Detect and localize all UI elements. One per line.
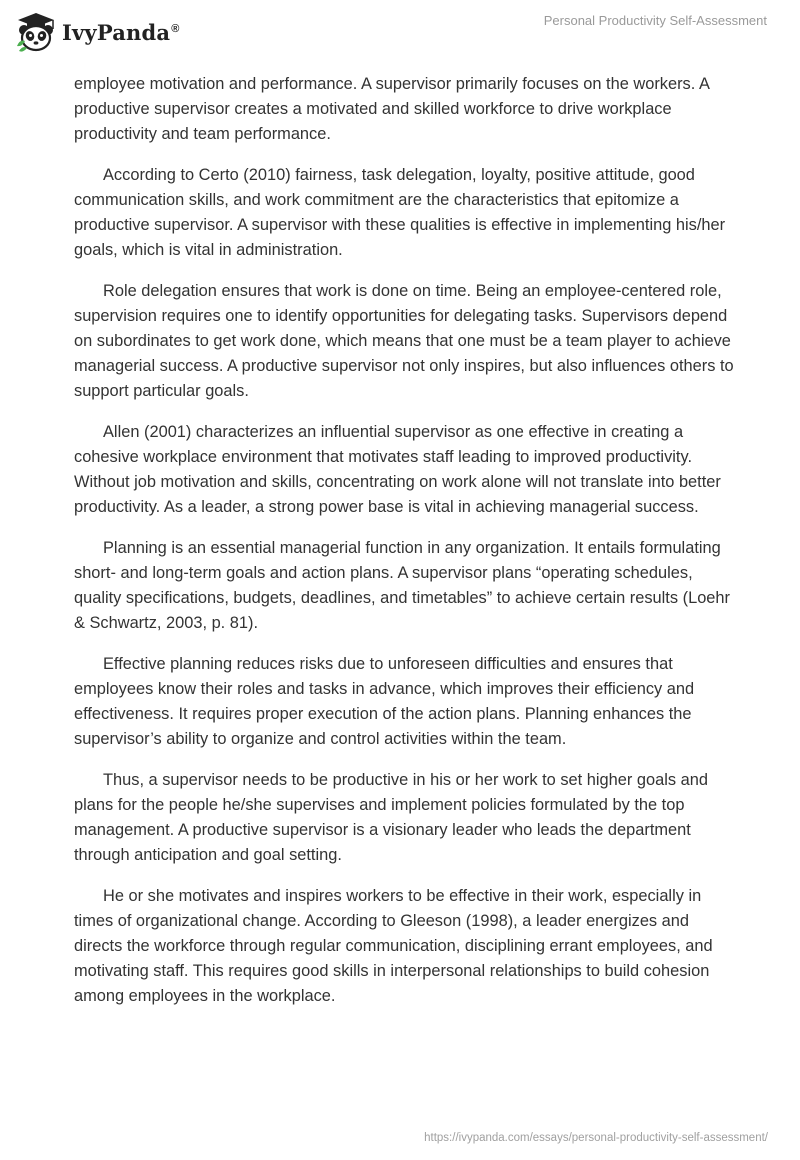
paragraph: Thus, a supervisor needs to be productive in his or her work to set higher goals and plans for the people he/she supervises and implement policies formulated by the top management. A productive supervisor is a visionary leader who leads the department through anticipation and goal setting. [74, 771, 708, 864]
paragraph: Effective planning reduces risks due to unforeseen difficulties and ensures that employees know their roles and tasks in advance, which improves their efficiency and effectiveness. It requires proper execution of the action plans. Planning enhances the supervisor’s ability to organize and control activities within the team. [74, 655, 695, 748]
essay-body [74, 72, 736, 1025]
paragraph: Allen (2001) characterizes an influential supervisor as one effective in creating a cohesive workplace environment that motivates staff leading to improved productivity. Without job motivation and skills, concentrating on work alone will not translate into better productivity. As a leader, a strong power base is vital in achieving managerial success. [74, 423, 721, 516]
brand-logo[interactable] [14, 10, 180, 54]
paragraph: Planning is an essential managerial function in any organization. It entails formulating short- and long-term goals and action plans. A supervisor plans “operating schedules, quality specifications, budgets, deadlines, and timetables” to achieve certain results (Loehr & Schwartz, 2003, p. 81). [74, 539, 730, 632]
document-title: Personal Productivity Self-Assessment [543, 13, 767, 28]
paragraph: employee motivation and performance. A supervisor primarily focuses on the workers. A productive supervisor creates a motivated and skilled workforce to drive workplace productivity and team performance. [74, 75, 709, 143]
page-header [0, 0, 800, 64]
registered-mark: ® [171, 22, 180, 35]
paragraph: According to Certo (2010) fairness, task delegation, loyalty, positive attitude, good communication skills, and work commitment are the characteristics that epitomize a productive supervisor. A supervisor with these qualities is effective in implementing his/her goals, which is vital in administration. [74, 166, 726, 259]
source-url-link[interactable]: https://ivypanda.com/essays/personal-productivity-self-assessment/ [424, 1132, 768, 1144]
paragraph: He or she motivates and inspires workers to be effective in their work, especially in times of organizational change. According to Gleeson (1998), a leader energizes and directs the workforce through regular communication, disciplining errant employees, and motivating staff. This requires good skills in interpersonal relationships to build cohesion among employees in the workplace. [74, 887, 713, 1005]
panda-logo-icon [14, 10, 58, 54]
paragraph: Role delegation ensures that work is done on time. Being an employee-centered role, supervision requires one to identify opportunities for delegating tasks. Supervisors depend on subordinates to get work done, which means that one must be a team player to achieve managerial success. A productive supervisor not only inspires, but also influences others to support particular goals. [74, 282, 734, 400]
brand-name: IvyPanda® [62, 19, 180, 45]
